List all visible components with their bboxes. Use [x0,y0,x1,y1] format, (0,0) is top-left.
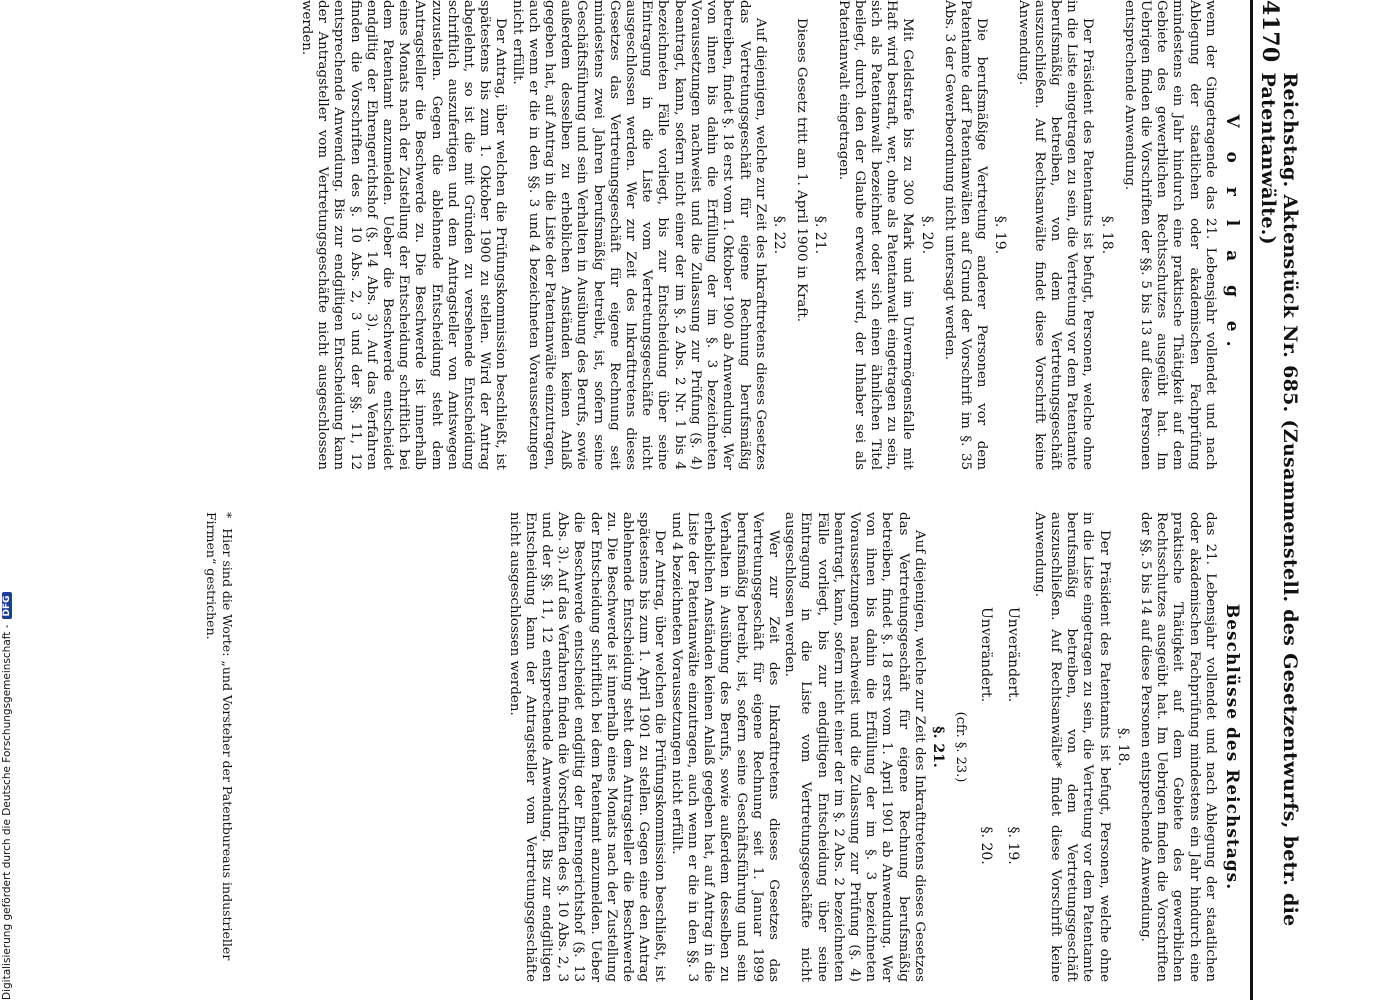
column-title-beschluesse: Beschlüsse des Reichstags. [1222,603,1242,891]
paragraph: Auf diejenigen, welche zur Zeit des Inkrafttretens dieses Gesetzes das Vertretungsgeschäft für eigene Rechnung berufsmäßig betreiben, findet §. 18 erst vom 1. April 1901 ab Anwendung. Wer von ihnen bis dahin die Erfüllung der im §. 3 bezeichneten Voraussetzungen nachweist und die Zulassung zur Prüfung (§. 4) beantragt, kann, sofern nicht einer der im §. 2 Abs. 2 bezeichneten Fälle vorliegt, bis zur endgiltigen Entscheidung über seine Eintragung in die Liste vom Vertretungsgeschäfte nicht ausgeschlossen werden. [782,512,927,982]
footnote [203,512,235,982]
unchanged-label: Unverändert. [978,607,995,703]
column-beschluesse [505,512,1242,982]
paragraph: wenn der Gingetragende das 21. Lebensjahr vollendet und nach Ablegung der staatlichen oder akademischen Fachprüfung mindestens ein Jahr hindurch eine praktische Thätigkeit auf dem Gebiete des gewerblichen Rechtsschutzes ausgeübt hat. Im Uebrigen finden die Vorschriften der §§. 5 bis 13 auf diese Personen entsprechende Anwendung. [1121,0,1218,470]
paragraph: Die berufsmäßige Vertretung anderer Personen vor dem Patentamte darf Patentanwälten auf Grund der Vorschrift im §. 35 Abs. 3 der Gewerbeordnung nicht untersagt werden. [941,0,990,470]
page-header [1250,0,1301,1000]
paragraph: Der Antrag, über welchen die Prüfungskommission beschließt, ist spätestens bis zum 1. April 1901 zu stellen. Gegen eine den Antrag ablehnende Entscheidung steht dem Antragsteller die Beschwerde zu. Die Beschwerde ist innerhalb eines Monats nach der Zustellung der Entscheidung schriftlich bei dem Patentamt anzumelden. Ueber die Beschwerde entscheidet endgiltig der Ehrengerichtshof (§. 13 Abs. 3). Auf das Verfahren finden die Vorschriften des §. 10 Abs. 2, 3 und der §§. 11, 12 entsprechende Anwendung. Bis zur endgiltigen Entscheidung kann der Antragsteller vom Vertretungsgeschäfte nicht ausgeschlossen werden. [506,512,668,982]
paragraph: Der Präsident des Patentamts ist befugt, Personen, welche ohne in die Liste eingetragen zu sein, die Vertretung vor dem Patentamte berufsmäßig betreiben, von dem Vertretungsgeschäft auszuschließen. Auf Rechtsanwälte findet diese Vorschrift keine Anwendung. [1015,0,1096,470]
paragraph: das 21. Lebensjahr vollendet und nach Ablegung der staatlichen oder akademischen Fachprüfung mindestens ein Jahr hindurch eine praktische Thätigkeit auf dem Gebiete des gewerblichen Rechtsschutzes ausgeübt hat. Im Uebrigen finden die Vorschriften der §§. 5 bis 14 auf diese Personen entsprechende Anwendung. [1137,512,1218,982]
footnote-text: Hier sind die Worte: „und Vorsteher der Patentbureaus industrieller Firmen“ gestrichen. [204,512,235,961]
paragraph: Auf diejenigen, welche zur Zeit des Inkrafttretens dieses Gesetzes das Vertretungsgeschäft für eigene Rechnung berufsmäßig betreiben, findet §. 18 erst vom 1. Oktober 1900 ab Anwendung. Wer von ihnen bis dahin die Erfüllung der im §. 3 bezeichneten Voraussetzungen nachweist und die Zulassung zur Prüfung (§. 4) beantragt, kann, sofern nicht einer der im §. 2 Abs. 2 Nr. 1 bis 4 bezeichneten Fälle vorliegt, bis zur Entscheidung über seine Eintragung in die Liste vom Vertretungsgeschäfte nicht ausgeschlossen werden. Wer zur Zeit des Inkrafttretens dieses Gesetzes das Vertretungsgeschäft für eigene Rechnung seit mindestens zwei Jahren berufsmäßig betreibt, ist, sofern seine Geschäftsführung und sein Verhalten in Ausübung des Berufs, sowie außerdem desselben zu erheblichen Anständen keinen Anlaß gegeben hat, auf Antrag in die Liste der Patentanwälte einzutragen, auch wenn er die in den §§. 3 und 4 bezeichneten Voraussetzungen nicht erfüllt. [509,0,768,470]
section-heading: §. 18. [1098,215,1115,255]
section-heading: §. 21. [812,215,829,255]
cross-reference: (cfr. §. 23.) [953,711,969,783]
section-heading: §. 19. [992,215,1009,255]
header-title: Reichstag. Aktenstück Nr. 685. (Zusammenstell. des Gesetzentwurfs, betr. die Patentanwälte.) [1257,72,1301,927]
paragraph: Der Antrag, über welchen die Prüfungskommission beschließt, ist spätestens bis zum 1. Oktober 1900 zu stellen. Wird der Antrag abgelehnt, so ist die mit Gründen zu versehende Entscheidung schriftlich auszufertigen und dem Antragsteller von Amtswegen zuzustellen. Gegen die ablehnende Entscheidung steht dem Antragsteller die Beschwerde zu. Die Beschwerde ist innerhalb eines Monats nach der Zustellung der Entscheidung schriftlich bei dem Patentamt anzumelden. Ueber die Beschwerde entscheidet endgiltig der Ehrengerichtshof (§. 14 Abs. 3). Auf das Verfahren finden die Vorschriften des §. 10 Abs. 2, 3 und der §§. 11, 12 entsprechende Anwendung. Bis zur endgiltigen Entscheidung kann der Antragsteller vom Vertretungsgeschäfte nicht ausgeschlossen werden. [299,0,509,470]
unchanged-label: Unverändert. [1004,607,1021,703]
unchanged-note [978,607,994,982]
column-vorlage [298,0,1242,470]
paragraph: Dieses Gesetz tritt am 1. April 1900 in Kraft. [794,18,810,322]
section-heading: §. 22. [770,215,787,255]
paragraph: Der Präsident des Patentamts ist befugt, Personen, welche ohne in die Liste eingetragen zu sein, die Vertretung vor dem Patentamte berufsmäßig betreiben, von dem Vertretungsgeschäft auszuschließen. Auf Rechtsanwälte* findet diese Vorschrift keine Anwendung. [1031,512,1112,982]
unchanged-note [1004,607,1020,982]
credit-text: Digitalisierung gefördert durch die Deutsche Forschungsgemeinschaft - [1,624,13,1000]
section-heading: §. 18. [1114,727,1131,767]
digitization-credit [0,595,14,1000]
paragraph: Wer zur Zeit des Inkrafttretens dieses Gesetzes das Vertretungsgeschäft für eigene Rechnung seit 1. Januar 1899 berufsmäßig betreibt, ist, sofern seine Geschäftsführung und sein Verhalten in Ausübung des Berufs, sowie außerdem desselben zu erheblichen Anständen keinen Anlaß gegeben hat, auf Antrag in die Liste der Patentanwälte einzutragen, auch wenn er die in den §§. 3 und 4 bezeichneten Voraussetzungen nicht erfüllt. [668,512,781,982]
page-number: 4170 [1257,0,1283,63]
dfg-logo: DFG [2,592,12,619]
footnote-mark: * [220,512,235,519]
section-heading: §. 19. [1004,826,1021,865]
section-heading: §. 21. [929,726,946,768]
rotated-page [60,0,1301,1000]
section-heading: §. 20. [918,215,935,255]
section-heading: §. 20. [978,826,995,865]
column-title-vorlage: V o r l a g e. [1222,114,1242,356]
paragraph: Mit Geldstrafe bis zu 300 Mark und im Unvermögensfalle mit Haft wird bestraft, wer, ohne als Patentanwalt eingetragen zu sein, sich als Patentanwalt bezeichnet oder sich einen ähnlichen Titel beilegt, durch den der Glaube erweckt wird, der Inhaber sei als Patentanwalt eingetragen. [835,0,916,470]
